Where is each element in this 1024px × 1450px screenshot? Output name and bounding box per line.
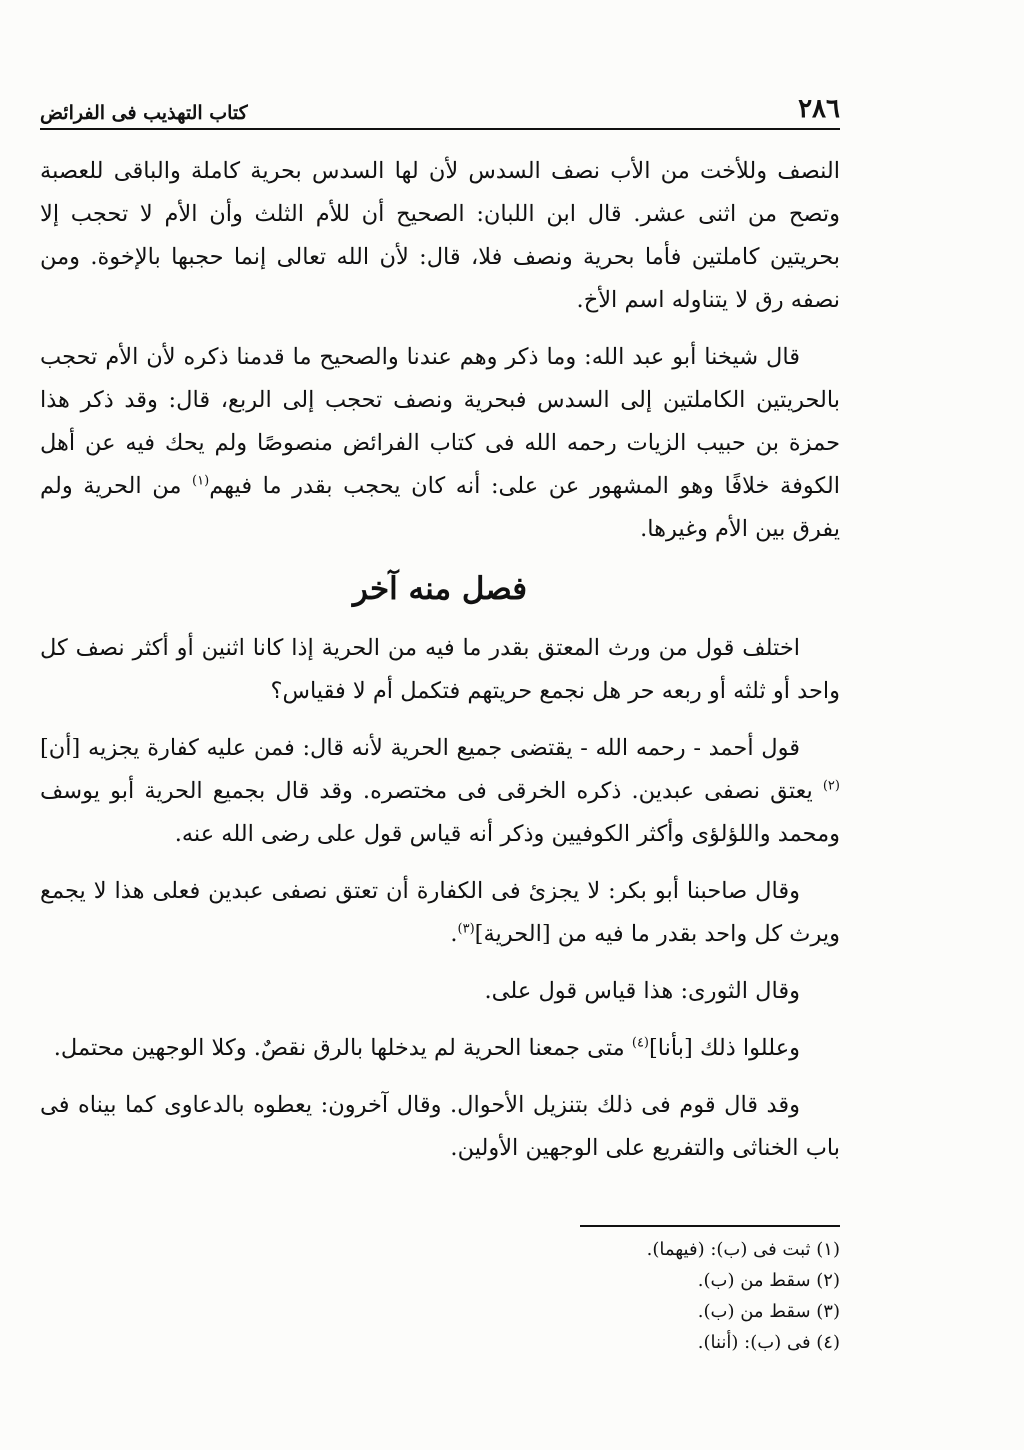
footnote-ref: (٢) [822, 778, 840, 794]
section-heading: فصل منه آخر [352, 571, 528, 607]
footnote-divider [580, 1225, 840, 1227]
paragraph [40, 727, 840, 856]
footnote: (٣) سقط من (ب). [697, 1301, 840, 1322]
paragraph [40, 336, 840, 551]
body-text [40, 150, 840, 1184]
footnote: (٢) سقط من (ب). [697, 1270, 840, 1291]
footnotes [40, 1234, 840, 1358]
paragraph-text: وقال صاحبنا أبو بكر: لا يجزئ فى الكفارة أن تعتق نصفى عبدين فعلى هذا لا يجمع ويرث كل واحد بقدر ما فيه من [الحرية] [40, 878, 840, 947]
page-number: ٢٨٦ [798, 94, 840, 124]
footnote-ref: (٣) [457, 921, 475, 937]
paragraph-text: يعتق نصفى عبدين. ذكره الخرقى فى مختصره. وقد قال بجميع الحرية أبو يوسف ومحمد واللؤلؤى وأكثر الكوفيين وذكر أنه قياس قول على رضى الله عنه. [40, 778, 840, 847]
paragraph-text: من الحرية ولم يفرق بين الأم وغيرها. [40, 473, 840, 542]
footnote: (٤) فى (ب): (أننا). [697, 1332, 840, 1353]
paragraph: وقد قال قوم فى ذلك بتنزيل الأحوال. وقال آخرون: يعطوه بالدعاوى كما بيناه فى باب الخناثى والتفريع على الوجهين الأولين. [40, 1092, 840, 1161]
paragraph-text: وعللوا ذلك [بأنا] [649, 1035, 800, 1061]
paragraph-text: قال شيخنا أبو عبد الله: وما ذكر وهم عندنا والصحيح ما قدمنا ذكره لأن الأم تحجب بالحريتين الكاملتين إلى السدس فبحرية ونصف تحجب إلى الربع، قال: وقد ذكر هذا حمزة بن حبيب الزيات رحمه الله فى كتاب الفرائض منصوصًا ولم يحك فيه عن أهل الكوفة خلافًا وهو المشهور عن على: أنه كان يحجب بقدر ما فيهم [40, 344, 840, 499]
paragraph: النصف وللأخت من الأب نصف السدس لأن لها السدس بحرية كاملة والباقى للعصبة وتصح من اثنى عشر. قال ابن اللبان: الصحيح أن للأم الثلث وأن الأم لا تحجب إلا بحريتين كاملتين فأما بحرية ونصف فلا، قال: لأن الله تعالى إنما حجبها بالإخوة. ومن نصفه رق لا يتناوله اسم الأخ. [40, 158, 840, 313]
running-head [40, 88, 840, 130]
paragraph: اختلف قول من ورث المعتق بقدر ما فيه من الحرية إذا كانا اثنين أو أكثر نصف كل واحد أو ثلثه أو ربعه حر هل نجمع حريتهم فتكمل أم لا فقياس؟ [40, 635, 840, 704]
paragraph [40, 1027, 840, 1070]
paragraph: وقال الثورى: هذا قياس قول على. [484, 978, 800, 1004]
footnote-ref: (١) [192, 473, 210, 489]
paragraph: وقال صاحبنا أبو بكر: لا يجزئ فى الكفارة أن تعتق نصفى عبدين فعلى هذا لا يجمع ويرث كل واحد بقدر ما فيه من [الحرية]$^{(٣)}$. [40, 878, 840, 947]
paragraph-text: متى جمعنا الحرية لم يدخلها بالرق نقصٌ. وكلا الوجهين محتمل. [53, 1035, 625, 1061]
footnote-ref: (٤) [631, 1035, 649, 1051]
paragraph-text: قول أحمد - رحمه الله - يقتضى جميع الحرية لأنه قال: فمن عليه كفارة يجزيه [أن] [40, 735, 800, 761]
footnote: (١) ثبت فى (ب): (فيهما). [646, 1239, 840, 1260]
book-title: كتاب التهذيب فى الفرائض [40, 102, 248, 124]
